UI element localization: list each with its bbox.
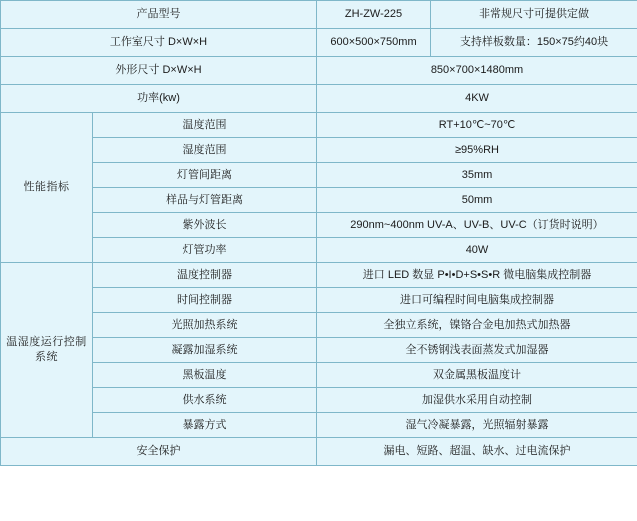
row-label-outer-size: 外形尺寸 D×W×H: [1, 57, 317, 85]
table-row: [1, 188, 637, 213]
row-label-condensation-humidifier: 凝露加湿系统: [93, 338, 317, 363]
table-row: [1, 288, 637, 313]
table-row: [1, 138, 637, 163]
table-row: [1, 338, 637, 363]
table-row: [1, 313, 637, 338]
row-label-humidity-range: 湿度范围: [93, 138, 317, 163]
row-label-lamp-power: 灯管功率: [93, 238, 317, 263]
row-value-temperature-controller: 进口 LED 数显 P•I•D+S•S•R 微电脑集成控制器: [317, 263, 637, 288]
row-value-lamp-spacing: 35mm: [317, 163, 637, 188]
row-value-black-panel-temperature: 双金属黑板温度计: [317, 363, 637, 388]
row-label-temperature-controller: 温度控制器: [93, 263, 317, 288]
row-label-power: 功率(kw): [1, 85, 317, 113]
table-row: [1, 85, 637, 113]
row-value-power: 4KW: [317, 85, 637, 113]
row-value-safety-protection: 漏电、短路、超温、缺水、过电流保护: [317, 438, 637, 466]
table-row: [1, 388, 637, 413]
row-value-product-model: ZH-ZW-225: [317, 1, 431, 29]
row-extra-chamber-size: 支持样板数量：150×75约40块: [431, 29, 637, 57]
row-value-sample-lamp-distance: 50mm: [317, 188, 637, 213]
row-label-water-supply-system: 供水系统: [93, 388, 317, 413]
row-value-humidity-range: ≥95%RH: [317, 138, 637, 163]
row-value-condensation-humidifier: 全不锈钢浅表面蒸发式加湿器: [317, 338, 637, 363]
row-value-exposure-mode: 湿气冷凝暴露，光照辐射暴露: [317, 413, 637, 438]
table-row: [1, 213, 637, 238]
row-value-temperature-range: RT+10℃~70℃: [317, 113, 637, 138]
table-row: [1, 57, 637, 85]
row-value-time-controller: 进口可编程时间电脑集成控制器: [317, 288, 637, 313]
table-row: [1, 263, 637, 288]
row-value-water-supply-system: 加湿供水采用自动控制: [317, 388, 637, 413]
row-label-safety-protection: 安全保护: [1, 438, 317, 466]
row-value-lamp-power: 40W: [317, 238, 637, 263]
row-label-sample-lamp-distance: 样品与灯管距离: [93, 188, 317, 213]
section-label-performance: 性能指标: [1, 113, 93, 263]
row-label-temperature-range: 温度范围: [93, 113, 317, 138]
row-value-light-heating-system: 全独立系统，镍铬合金电加热式加热器: [317, 313, 637, 338]
row-value-outer-size: 850×700×1480mm: [317, 57, 637, 85]
row-label-uv-wavelength: 紫外波长: [93, 213, 317, 238]
row-label-time-controller: 时间控制器: [93, 288, 317, 313]
table-row: [1, 413, 637, 438]
row-extra-product-model: 非常规尺寸可提供定做: [431, 1, 637, 29]
row-value-chamber-size: 600×500×750mm: [317, 29, 431, 57]
table-row: [1, 438, 637, 466]
row-value-uv-wavelength: 290nm~400nm UV-A、UV-B、UV-C（订货时说明）: [317, 213, 637, 238]
table-row: [1, 29, 637, 57]
table-row: [1, 113, 637, 138]
row-label-lamp-spacing: 灯管间距离: [93, 163, 317, 188]
row-label-exposure-mode: 暴露方式: [93, 413, 317, 438]
row-label-black-panel-temperature: 黑板温度: [93, 363, 317, 388]
table-row: [1, 163, 637, 188]
table-row: [1, 363, 637, 388]
table-row: [1, 238, 637, 263]
table-row: [1, 1, 637, 29]
row-label-light-heating-system: 光照加热系统: [93, 313, 317, 338]
section-label-control-system: 温湿度运行控制系统: [1, 263, 93, 438]
row-label-chamber-size: 工作室尺寸 D×W×H: [1, 29, 317, 57]
row-label-product-model: 产品型号: [1, 1, 317, 29]
